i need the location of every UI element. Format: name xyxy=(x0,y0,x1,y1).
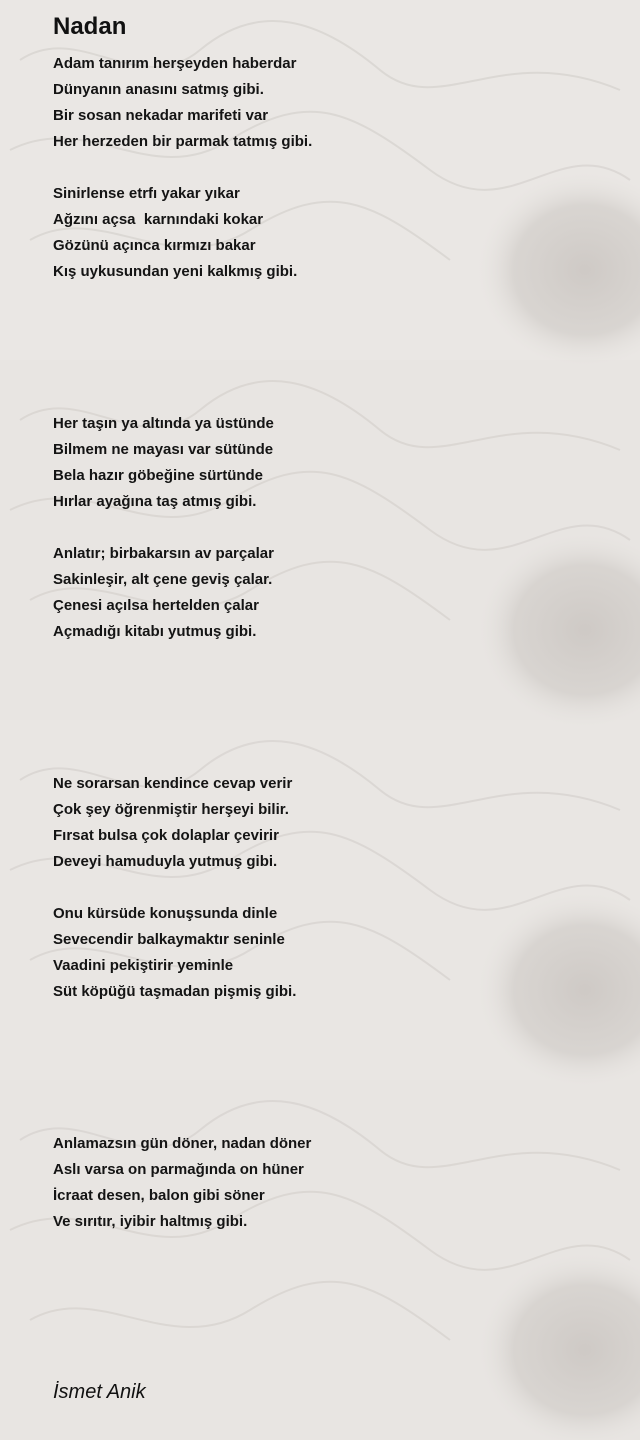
poem-line: Süt köpüğü taşmadan pişmiş gibi. xyxy=(53,983,297,1000)
poem-line: Ağzını açsa karnındaki kokar xyxy=(53,211,264,228)
stanza-2 xyxy=(53,181,297,285)
poem-line: Açmadığı kitabı yutmuş gibi. xyxy=(53,623,257,640)
poem-title: Nadan xyxy=(53,13,127,40)
stanza-7 xyxy=(53,1131,311,1235)
poem-line: Bilmem ne mayası var sütünde xyxy=(53,441,274,458)
poem-line: Gözünü açınca kırmızı bakar xyxy=(53,237,256,254)
poem-author: İsmet Anik xyxy=(53,1381,146,1403)
poem-line: Dünyanın anasını satmış gibi. xyxy=(53,81,264,98)
stanza-3 xyxy=(53,411,274,515)
poem-line: İcraat desen, balon gibi söner xyxy=(53,1187,265,1204)
poem-line: Çenesi açılsa hertelden çalar xyxy=(53,597,259,614)
poem-line: Fırsat bulsa çok dolaplar çevirir xyxy=(53,827,279,844)
poem-line: Adam tanırım herşeyden haberdar xyxy=(53,55,297,72)
poem-line: Sinirlense etrfı yakar yıkar xyxy=(53,185,240,202)
poem-line: Bela hazır göbeğine sürtünde xyxy=(53,467,264,484)
poem-line: Ne sorarsan kendince cevap verir xyxy=(53,775,293,792)
poem-line: Aslı varsa on parmağında on hüner xyxy=(53,1161,304,1178)
poem-line: Hırlar ayağına taş atmış gibi. xyxy=(53,493,257,510)
poem-line: Onu kürsüde konuşsunda dinle xyxy=(53,905,278,922)
poem-line: Çok şey öğrenmiştir herşeyi bilir. xyxy=(53,801,289,818)
poem-line: Deveyi hamuduyla yutmuş gibi. xyxy=(53,853,278,870)
stanza-1 xyxy=(53,51,312,155)
poem-line: Her taşın ya altında ya üstünde xyxy=(53,415,274,432)
poem-line: Sevecendir balkaymaktır seninle xyxy=(53,931,285,948)
poem-line: Ve sırıtır, iyibir haltmış gibi. xyxy=(53,1213,248,1230)
poem-line: Sakinleşir, alt çene geviş çalar. xyxy=(53,571,273,588)
stanza-6 xyxy=(53,901,296,1005)
stanza-4 xyxy=(53,541,274,645)
poem-line: Her herzeden bir parmak tatmış gibi. xyxy=(53,133,313,150)
poem-line: Kış uykusundan yeni kalkmış gibi. xyxy=(53,263,298,280)
poem-line: Vaadini pekiştirir yeminle xyxy=(53,957,234,974)
poem-line: Anlatır; birbakarsın av parçalar xyxy=(53,545,274,562)
stanza-5 xyxy=(53,771,292,875)
poem-line: Anlamazsın gün döner, nadan döner xyxy=(53,1135,312,1152)
poem-line: Bir sosan nekadar marifeti var xyxy=(53,107,269,124)
